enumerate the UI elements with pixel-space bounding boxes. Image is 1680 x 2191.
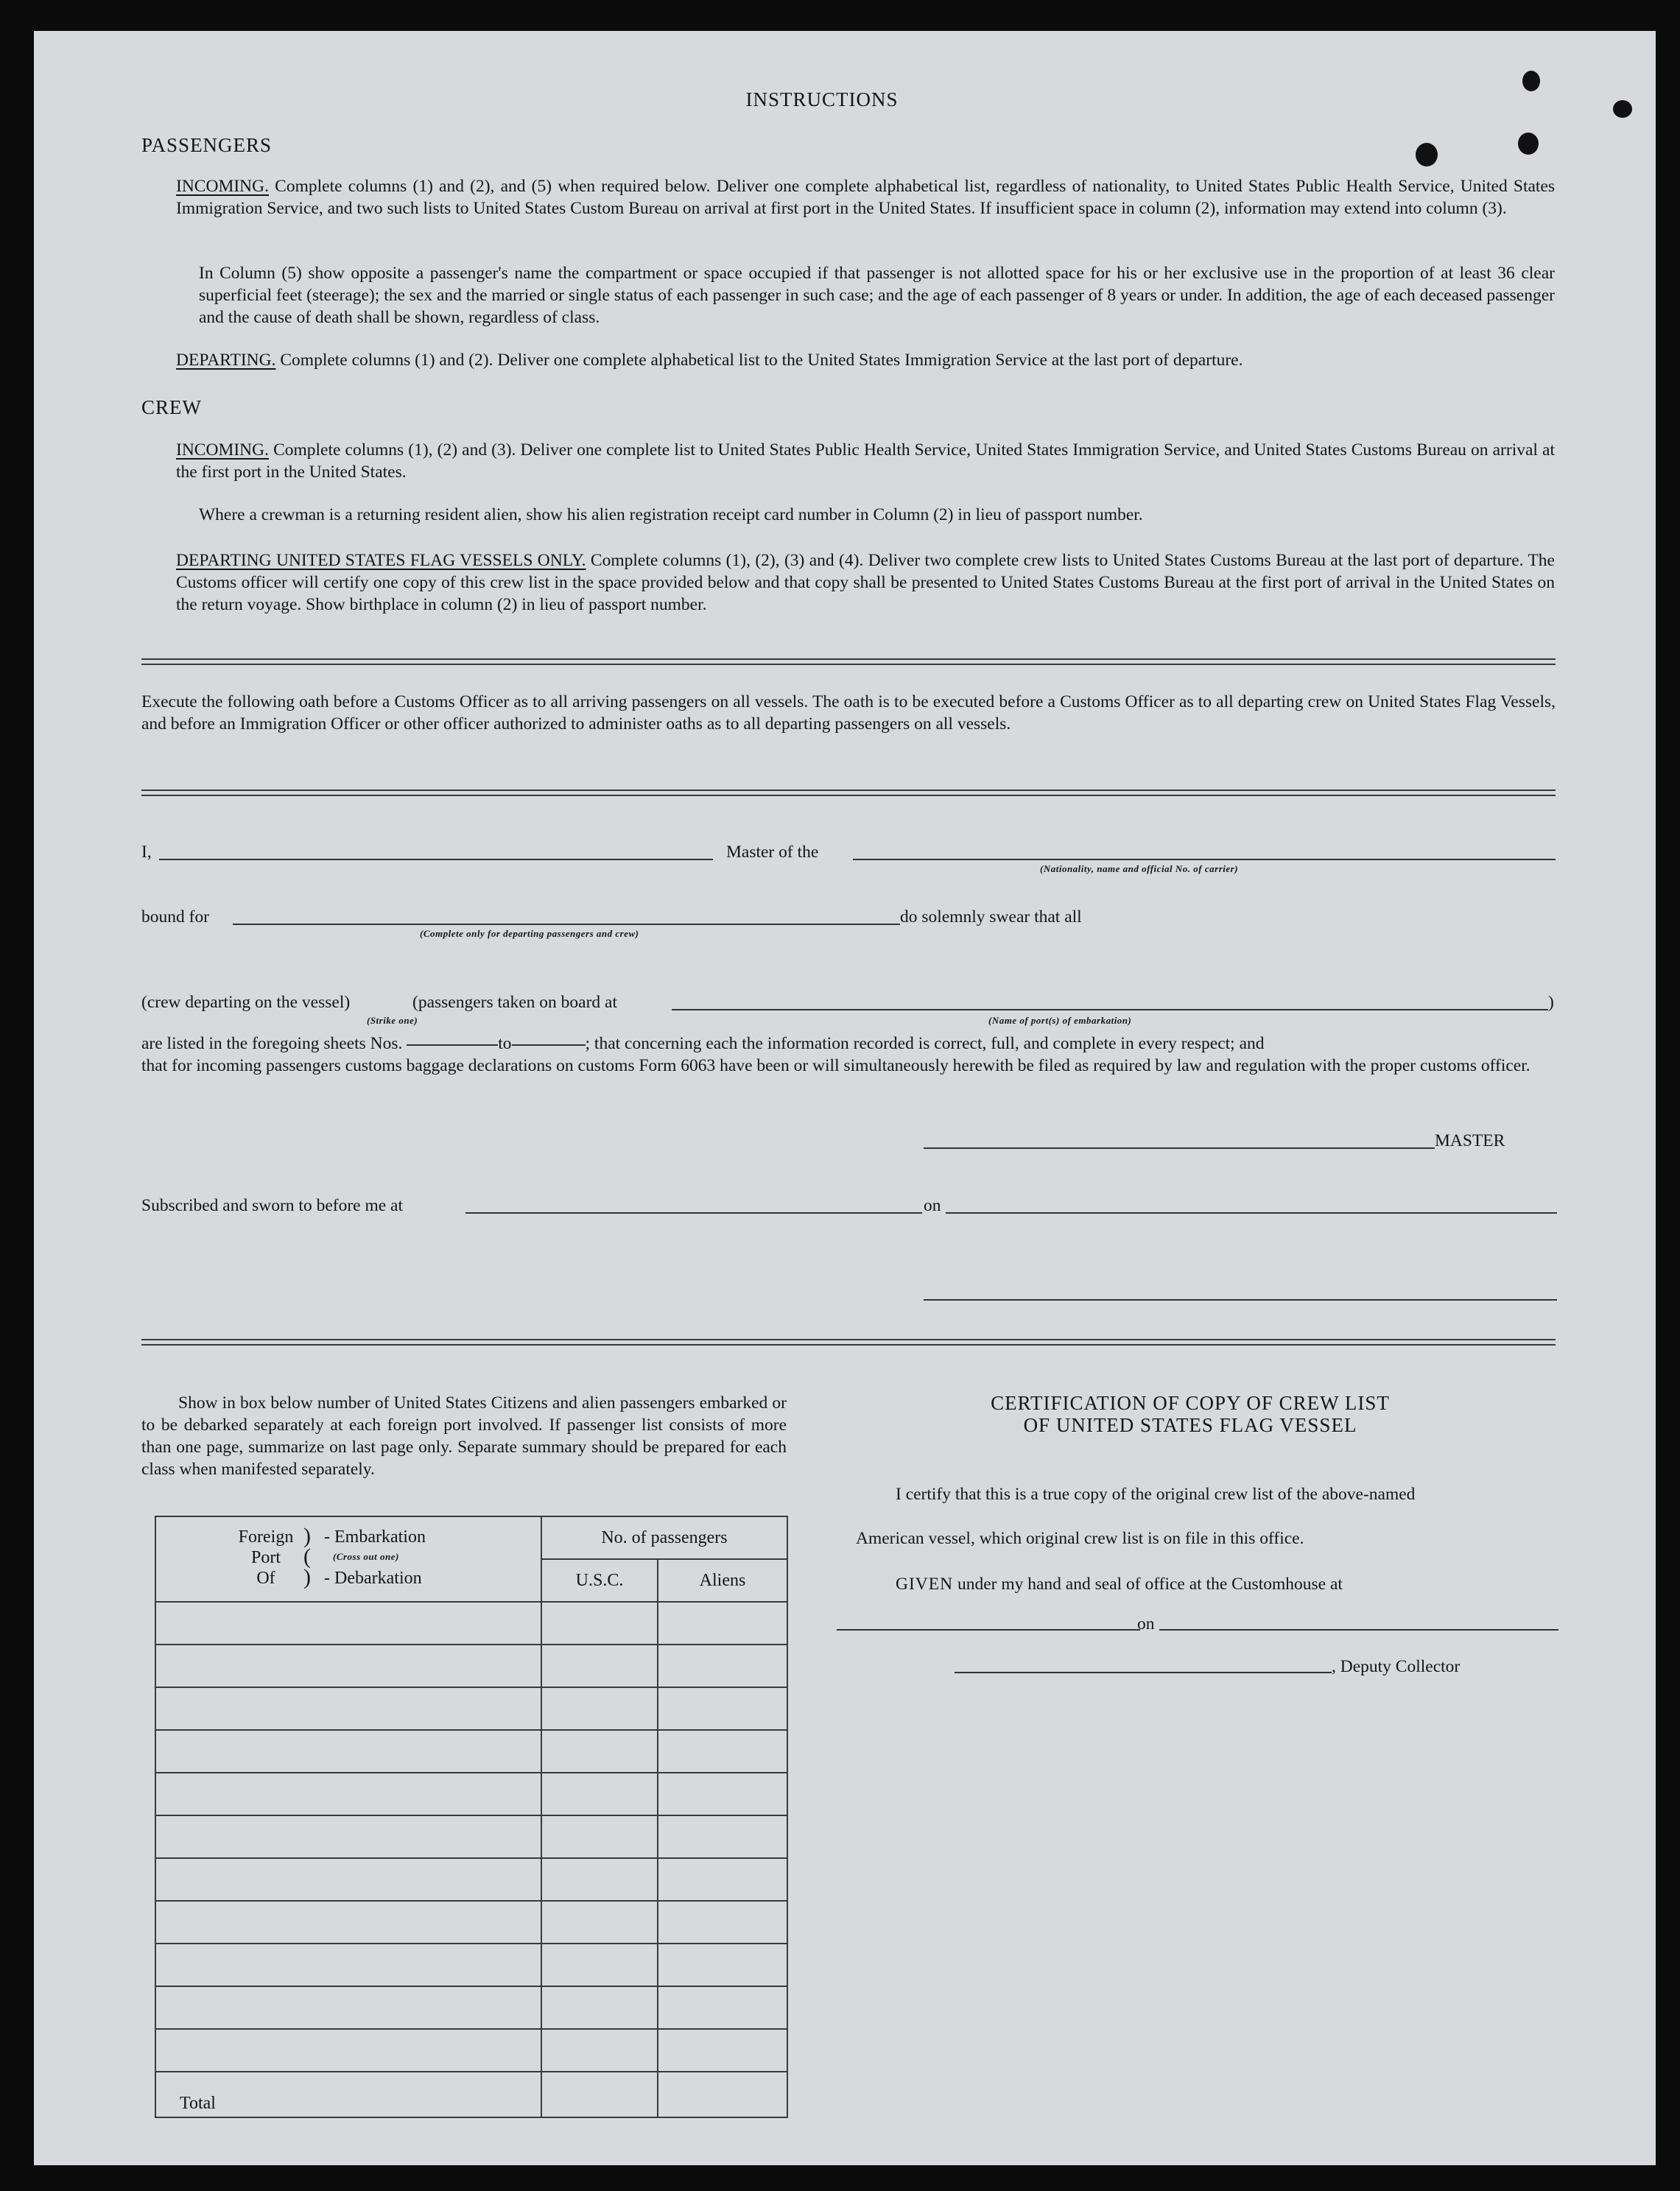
debarkation-label: - Debarkation [324, 1569, 422, 1588]
document-page [34, 31, 1656, 2165]
master-label: MASTER [1435, 1131, 1505, 1150]
punch-hole [1613, 100, 1632, 118]
passengers-incoming-label: INCOMING. [176, 177, 269, 196]
crew-departing-option[interactable]: (crew departing on the vessel) [141, 993, 351, 1012]
passengers-incoming-text: Complete columns (1) and (2), and (5) when required below. Deliver one complete alphabetical list, regardless of nationality, to United States Public Health Service, United States Immigration Service, and two such lists to United States Custom Bureau on arrival at first port in the United States. If insufficient space in column (2), information may extend into column (3). [176, 177, 1556, 218]
table-row[interactable] [155, 1858, 787, 1901]
foreign-label: Foreign [238, 1527, 294, 1547]
sworn-date-field[interactable] [946, 1212, 1557, 1214]
swear-label: do solemnly swear that all [900, 907, 1082, 926]
sheets-line [141, 1033, 1559, 1055]
sworn-place-field[interactable] [465, 1212, 922, 1214]
certify-line-1: I certify that this is a true copy of the original crew list of the above-named [896, 1485, 1416, 1504]
sheets-to-label: to [498, 1034, 512, 1053]
passengers-column5-paragraph: In Column (5) show opposite a passenger's name the compartment or space occupied if that passenger is not allotted space for his or her exclusive use in the proportion of at least 36 clear superficial feet (steerage); the sex and the married or single status of each passenger in such case; and the age of each passenger of 8 years or under. In addition, the age of each deceased passenger and the cause of death shall be shown, regardless of class. [199, 264, 1555, 327]
aliens-header: Aliens [658, 1559, 787, 1602]
sworn-on-label: on [924, 1196, 941, 1215]
given-line [896, 1573, 1343, 1595]
sheet-from-field[interactable] [407, 1044, 498, 1046]
officer-signature-field[interactable] [924, 1299, 1557, 1301]
baggage-text: that for incoming passengers customs baggage declarations on customs Form 6063 have been or will simultaneously herewith be filed as required by law and regulation with the proper customs officer. [141, 1056, 1530, 1075]
embarkation-label: - Embarkation [324, 1527, 426, 1547]
certification-title-2: OF UNITED STATES FLAG VESSEL [1023, 1414, 1357, 1436]
total-row[interactable] [155, 2072, 787, 2117]
punch-hole [1416, 143, 1438, 166]
crew-departing-paragraph [176, 549, 1555, 616]
crew-incoming-paragraph [176, 439, 1555, 483]
sheets-prefix: are listed in the foregoing sheets Nos. [141, 1034, 403, 1053]
passengers-departing-paragraph [176, 349, 1555, 371]
oath-instructions: Execute the following oath before a Customs Officer as to all arriving passengers on all vessels. The oath is to be executed before a Customs Officer as to all departing crew on United States Flag Vessels, and before an Immigration Officer or other officer authorized to administer oaths as to all departing passengers on all vessels. [141, 692, 1556, 734]
certify-line-2: American vessel, which original crew list is on file in this office. [856, 1529, 1304, 1548]
passengers-departing-label: DEPARTING. [176, 351, 276, 370]
table-row[interactable] [155, 2029, 787, 2072]
bound-for-caption: (Complete only for departing passengers and crew) [420, 928, 639, 939]
strike-caption: (Strike one) [367, 1015, 418, 1026]
bound-for-label: bound for [141, 907, 210, 926]
deputy-signature-field[interactable] [955, 1672, 1332, 1673]
of-label: Of [256, 1569, 275, 1588]
table-row[interactable] [155, 1687, 787, 1730]
port-header-cell [155, 1516, 541, 1602]
passenger-summary-table [155, 1516, 788, 2118]
crew-incoming-label: INCOMING. [176, 440, 269, 460]
divider [141, 1339, 1556, 1346]
master-signature-field[interactable] [924, 1147, 1435, 1149]
passengers-taken-option[interactable]: (passengers taken on board at [412, 993, 617, 1012]
passengers-heading: PASSENGERS [141, 134, 273, 156]
cross-out-caption: (Cross out one) [333, 1551, 399, 1562]
crew-alien-paragraph: Where a crewman is a returning resident alien, show his alien registration receipt card number in Column (2) in lieu of passport number. [199, 505, 1143, 524]
punch-hole [1522, 71, 1540, 91]
cert-date-field[interactable] [1159, 1629, 1558, 1631]
master-of-label: Master of the [726, 843, 819, 862]
carrier-field[interactable] [853, 859, 1556, 860]
total-label: Total [155, 2072, 541, 2117]
passengers-departing-text: Complete columns (1) and (2). Deliver one complete alphabetical list to the United States Immigration Service at the last port of departure. [280, 351, 1243, 370]
sheet-to-field[interactable] [512, 1044, 586, 1046]
port-label: Port [250, 1548, 281, 1567]
no-passengers-header: No. of passengers [541, 1516, 787, 1559]
page-title: INSTRUCTIONS [745, 88, 899, 110]
table-row[interactable] [155, 1986, 787, 2029]
sheets-suffix: ; that concerning each the information recorded is correct, full, and complete in every respect; and [585, 1034, 1265, 1053]
given-label: GIVEN [896, 1575, 954, 1594]
table-row[interactable] [155, 1944, 787, 1986]
passengers-incoming-paragraph [176, 175, 1555, 219]
certification-title-1: CERTIFICATION OF COPY OF CREW LIST [991, 1392, 1390, 1414]
table-row[interactable] [155, 1602, 787, 1645]
embarkation-port-field[interactable] [672, 1009, 1548, 1010]
carrier-caption: (Nationality, name and official No. of carrier) [1040, 863, 1239, 874]
table-row[interactable] [155, 1901, 787, 1944]
bound-for-field[interactable] [233, 924, 900, 925]
punch-hole [1518, 133, 1539, 155]
close-paren: ) [1548, 993, 1554, 1012]
subscribed-label: Subscribed and sworn to before me at [141, 1196, 404, 1215]
crew-heading: CREW [141, 396, 202, 418]
crew-departing-label: DEPARTING UNITED STATES FLAG VESSELS ONLY. [176, 551, 586, 570]
oath-i-label: I, [141, 843, 152, 862]
port-caption: (Name of port(s) of embarkation) [988, 1015, 1132, 1026]
usc-header: U.S.C. [541, 1559, 658, 1602]
deputy-collector-label: , Deputy Collector [1332, 1657, 1461, 1676]
crew-departing-text: Complete columns (1), (2), (3) and (4). Deliver two complete crew lists to United States Customs Bureau at the last port of departure. The Customs officer will certify one copy of this crew list in the space provided below and that copy shall be presented to United States Customs Bureau at the first port of arrival in the United States on the return voyage. Show birthplace in column (2) in lieu of passport number. [176, 551, 1555, 614]
table-row[interactable] [155, 1815, 787, 1858]
customhouse-field[interactable] [837, 1629, 1140, 1631]
summary-note: Show in box below number of United States Citizens and alien passengers embarked or to be debarked separately at each foreign port involved. If passenger list consists of more than one page, summarize on last page only. Separate summary should be prepared for each class when manifested separately. [141, 1393, 787, 1479]
table-row[interactable] [155, 1730, 787, 1773]
master-name-field[interactable] [159, 859, 713, 860]
table-row[interactable] [155, 1645, 787, 1687]
divider [141, 658, 1556, 665]
divider [141, 789, 1556, 796]
cert-on-label: on [1137, 1614, 1155, 1633]
brace-icon: ) ( ) [303, 1524, 311, 1589]
crew-incoming-text: Complete columns (1), (2) and (3). Deliver one complete list to United States Public Health Service, United States Immigration Service, and United States Customs Bureau on arrival at the first port in the United States. [176, 440, 1555, 482]
given-text: under my hand and seal of office at the Customhouse at [957, 1575, 1343, 1594]
table-row[interactable] [155, 1773, 787, 1815]
